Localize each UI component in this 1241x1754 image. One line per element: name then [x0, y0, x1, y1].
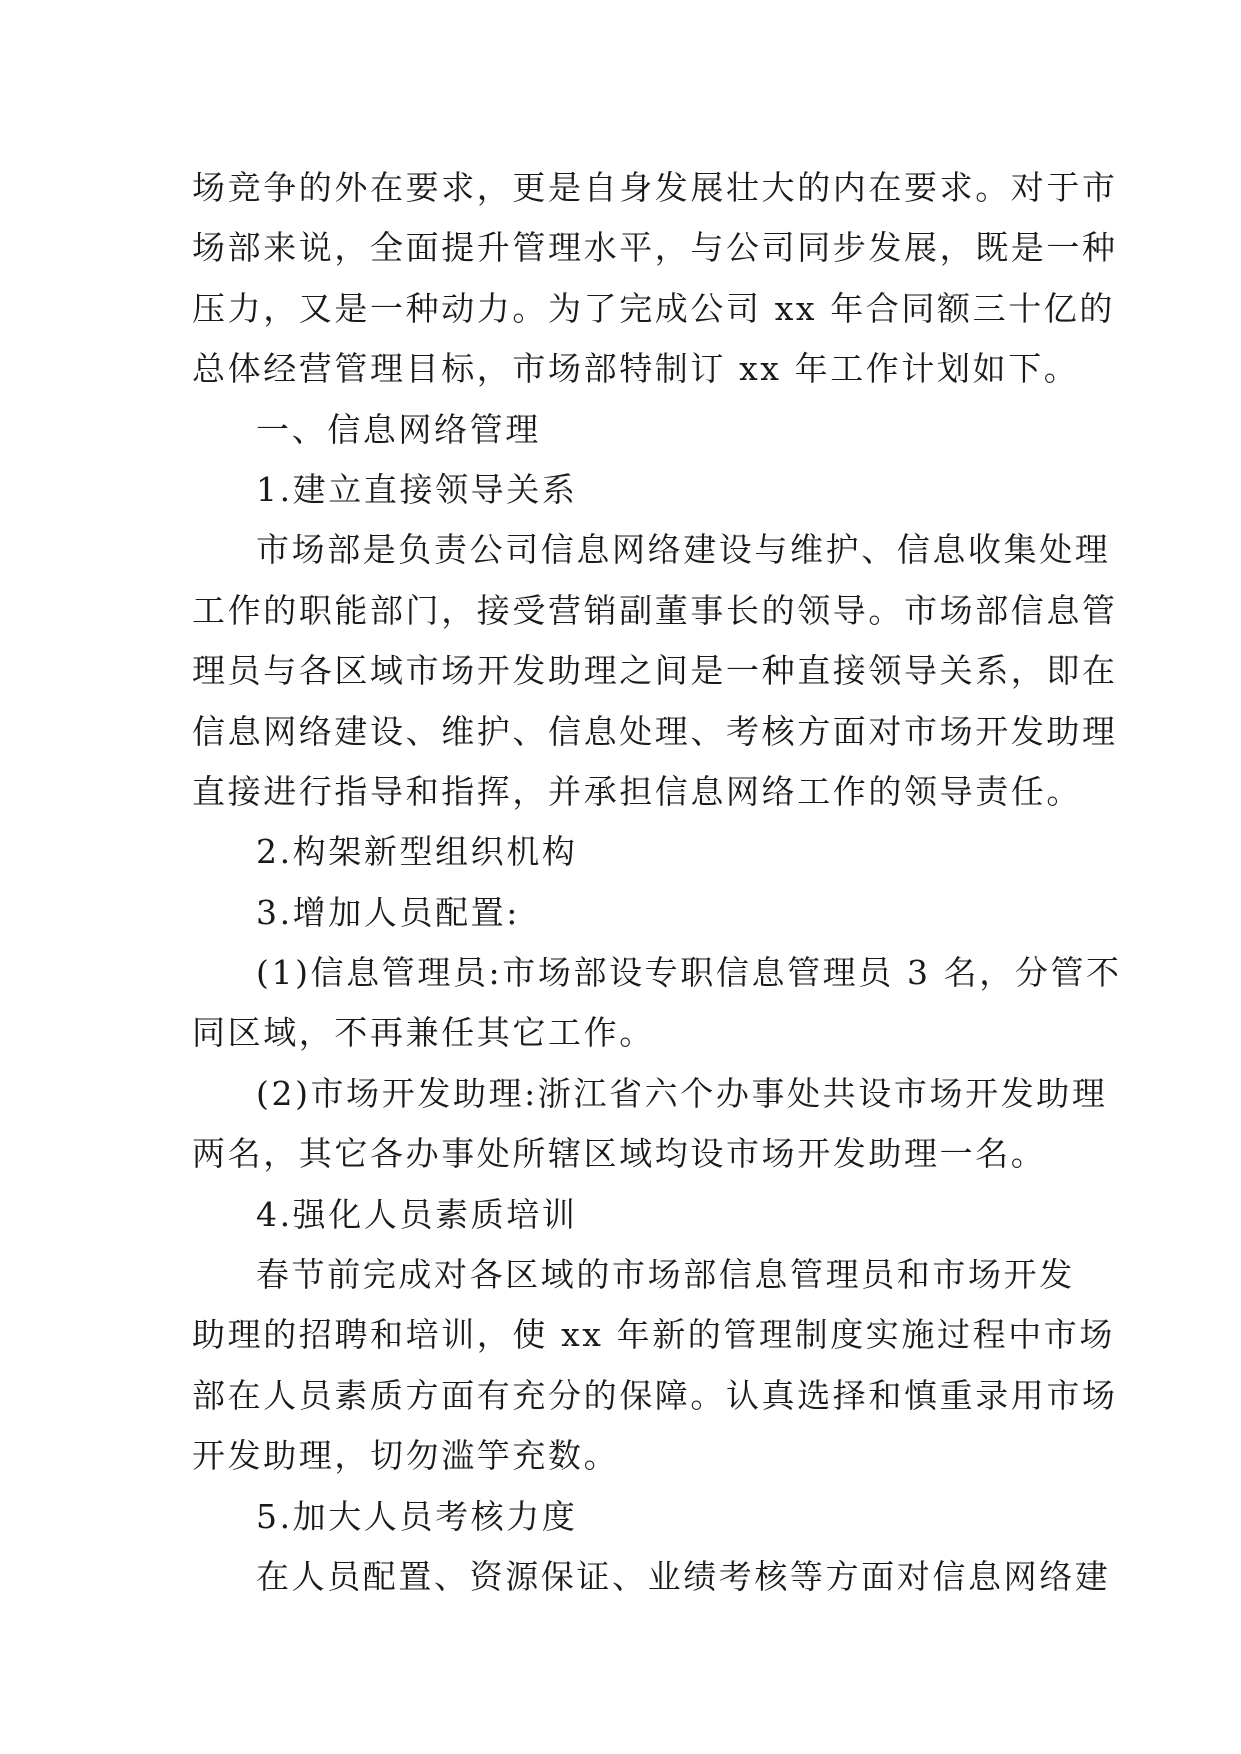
text-line-3: 压力，又是一种动力。为了完成公司 xx 年合同额三十亿的	[192, 288, 1116, 328]
subheading-1: 1.建立直接领导关系	[256, 469, 578, 509]
subheading-2: 2.构架新型组织机构	[256, 832, 578, 872]
text-line-15: 同区域，不再兼任其它工作。	[192, 1013, 655, 1053]
document-body	[192, 158, 1122, 1607]
text-line-22: 开发助理，切勿滥竽充数。	[192, 1436, 620, 1476]
subheading-3: 3.增加人员配置:	[256, 892, 521, 932]
text-line-24: 在人员配置、资源保证、业绩考核等方面对信息网络建	[256, 1556, 1111, 1596]
section-heading-info-network: 一、信息网络管理	[256, 409, 541, 449]
subheading-5: 5.加大人员考核力度	[256, 1496, 578, 1536]
subheading-4: 4.强化人员素质培训	[256, 1194, 578, 1234]
text-line-14: (1)信息管理员:市场部设专职信息管理员 3 名，分管不	[256, 953, 1122, 993]
text-line-4: 总体经营管理目标，市场部特制订 xx 年工作计划如下。	[192, 349, 1080, 389]
text-line-21: 部在人员素质方面有充分的保障。认真选择和慎重录用市场	[192, 1375, 1118, 1415]
text-line-16: (2)市场开发助理:浙江省六个办事处共设市场开发助理	[256, 1073, 1108, 1113]
text-line-8: 工作的职能部门，接受营销副董事长的领导。市场部信息管	[192, 590, 1118, 630]
text-line-9: 理员与各区域市场开发助理之间是一种直接领导关系，即在	[192, 651, 1118, 691]
text-line-10: 信息网络建设、维护、信息处理、考核方面对市场开发助理	[192, 711, 1118, 751]
text-line-1: 场竞争的外在要求，更是自身发展壮大的内在要求。对于市	[192, 168, 1118, 207]
text-line-19: 春节前完成对各区域的市场部信息管理员和市场开发	[256, 1255, 1075, 1295]
text-line-17: 两名，其它各办事处所辖区域均设市场开发助理一名。	[192, 1134, 1047, 1174]
text-line-20: 助理的招聘和培训，使 xx 年新的管理制度实施过程中市场	[192, 1315, 1116, 1355]
text-line-2: 场部来说，全面提升管理水平，与公司同步发展，既是一种	[192, 228, 1118, 268]
text-line-11: 直接进行指导和指挥，并承担信息网络工作的领导责任。	[192, 771, 1082, 811]
text-line-7: 市场部是负责公司信息网络建设与维护、信息收集处理	[256, 530, 1111, 570]
